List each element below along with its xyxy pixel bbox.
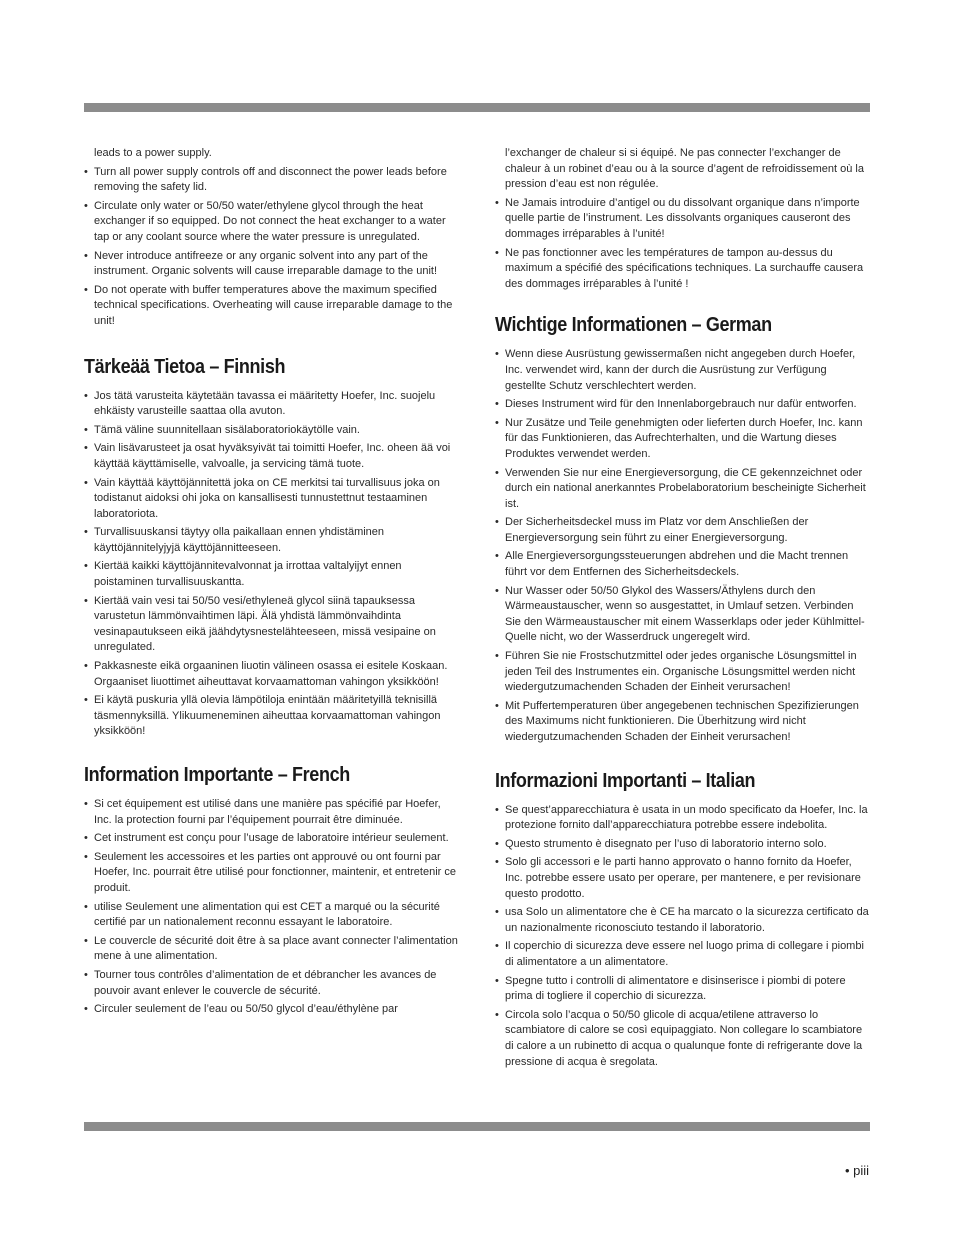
list-item: • Dieses Instrument wird für den Innenlaborgebrauch nur dafür entworfen.: [495, 397, 870, 413]
german-list: [495, 347, 870, 745]
list-item: • Pakkasneste eikä orgaaninen liuotin välineen osassa ei esitele Koskaan. Orgaaniset liuottimet aiheuttavat korvaamattoman vahingon yksikköön!: [84, 659, 459, 690]
list-item: • Si cet équipement est utilisé dans une manière pas spécifié par Hoefer, Inc. la protection fourni par l’équipement pourrait être diminuée.: [84, 797, 459, 828]
list-item: • Turvallisuuskansi täytyy olla paikallaan ennen yhdistäminen käyttöjännitelyjyjä käyttöjännitteeseen.: [84, 525, 459, 556]
list-item: • Der Sicherheitsdeckel muss im Platz vor dem Anschließen der Energieversorgung sein führt zu einer Energieversorgung.: [495, 515, 870, 546]
page-number: • piii: [844, 1163, 869, 1178]
italian-list: [495, 803, 870, 1071]
list-item: • Wenn diese Ausrüstung gewissermaßen nicht angegeben durch Hoefer, Inc. verwendet wird, kann der durch die Ausrüstung zur Verfügung gestellte Schutz verschlechtert werden.: [495, 347, 870, 394]
list-item: • Kiertää vain vesi tai 50/50 vesi/ethyleneä glycol siinä tapauksessa varustetun lämmönvaihtimen läpi. Älä yhdistä lämmönvaihdinta vesinapautukseen eikä jäähdytysnesteläh​teeseen, missä vesipaine on unregulated.: [84, 594, 459, 656]
list-item: • Nur Wasser oder 50/50 Glykol des Wassers/Äthylens durch den Wärmeaustauscher, wenn so ausgestattet, in Umlauf setzen. Verbinden Sie den Wärmeaustauscher mit einem Wasserklaps oder jeder Kühlmittel-Quelle nicht, wo der Wasserdruck ungeregelt wird.: [495, 584, 870, 646]
list-item: leads to a power supply.: [94, 147, 212, 159]
list-item: • Il coperchio di sicurezza deve essere nel luogo prima di collegare i piombi di alimentatore a un alimentatore.: [495, 939, 870, 970]
left-column: [84, 146, 459, 1021]
list-item: • Tourner tous contrôles d’alimentation de et débrancher les avances de pouvoir avant enlever le couvercle de sécurité.: [84, 968, 459, 999]
list-item: • Kiertää kaikki käyttöjännitevalvonnat ja irrottaa valtalyijyt ennen poistaminen turvallisuuskantta.: [84, 559, 459, 590]
french-list: [84, 797, 459, 1018]
french-heading: Information Importante – French: [84, 764, 350, 786]
list-item: • Führen Sie nie Frostschutzmittel oder jedes organische Lösungsmittel in jeden Teil des Instrumentes ein. Organische Lösungsmittel werden nicht wiedergutzumachenden Schaden der Einheit verursachen!: [495, 649, 870, 696]
english-continued-list: [84, 146, 459, 330]
list-item: • Seulement les accessoires et les parties ont approuvé ou ont fourni par Hoefer, Inc. pourrait être utilisé pour fonctionner, maintenir, et entretenir ce produit.: [84, 850, 459, 897]
french-continued-list: [495, 146, 870, 292]
list-item: • Questo strumento è disegnato per l’uso di laboratorio interno solo.: [495, 837, 870, 853]
list-item: • Jos tätä varusteita käytetään tavassa ei määritetty Hoefer, Inc. suojelu ehkäisty varusteille saattaa olla avuton.: [84, 389, 459, 420]
list-item: • Circuler seulement de l’eau ou 50/50 glycol d’eau/éthylène par: [84, 1002, 459, 1018]
bottom-rule: [84, 1122, 870, 1131]
list-item: • Do not operate with buffer temperatures above the maximum specified technical specifications. Overheating will cause irreparable damage to the unit!: [84, 283, 459, 330]
list-item: • Spegne tutto i controlli di alimentatore e disinserisce i piombi di potere prima di togliere il coperchio di sicurezza.: [495, 974, 870, 1005]
list-item: • usa Solo un alimentatore che è CE ha marcato o la sicurezza certificato da un nazionalmente riconosciuto testando il laboratorio.: [495, 905, 870, 936]
list-item: • utilise Seulement une alimentation qui est CET a marqué ou la sécurité certifié par un nationalement reconnu essayant le laboratoire.: [84, 900, 459, 931]
list-item: • Se quest’apparecchiatura è usata in un modo specificato da Hoefer, Inc. la protezione fornito dall’apparecchiatura potrebbe essere indebolita.: [495, 803, 870, 834]
list-item: • Le couvercle de sécurité doit être à sa place avant connecter l’alimentation mene à une alimentation.: [84, 934, 459, 965]
list-item: • Vain käyttää käyttöjännitettä joka on CE merkitsi tai turvallisuus joka on todistanut aidoksi ohi joka on kansallisesti tunnustettnut testaaminen laboratoriota.: [84, 476, 459, 523]
list-item: • Vain lisävarusteet ja osat hyväksyivät tai toimitti Hoefer, Inc. oheen ää voi käyttää käyttämiselle, valvoalle, ja servicing tämä tuote.: [84, 441, 459, 472]
list-item: • Cet instrument est conçu pour l’usage de laboratoire intérieur seulement.: [84, 831, 459, 847]
list-item: • Alle Energieversorgungssteuerungen abdrehen und die Macht trennen führt vor dem Entfernen des Sicherheitsdeckels.: [495, 549, 870, 580]
list-item: • Nur Zusätze und Teile genehmigten oder lieferten durch Hoefer, Inc. kann für das Funktionieren, das Aufrechterhalten, und die Wartung dieses Produktes verwendet werden.: [495, 416, 870, 463]
list-item: • Circulate only water or 50/50 water/ethylene glycol through the heat exchanger if so equipped. Do not connect the heat exchanger to a water tap or any coolant source where the water pressure is unregulated.: [84, 199, 459, 246]
list-item: • Ne pas fonctionner avec les températures de tampon au-dessus du maximum a spécifié des spécifications techniques. La surchauffe causera des dommages irréparables à l’unité !: [495, 246, 870, 293]
top-rule: [84, 103, 870, 112]
list-item: • Tämä väline suunnitellaan sisälaboratoriokäytölle vain.: [84, 423, 459, 439]
right-column: [495, 146, 870, 1073]
italian-heading: Informazioni Importanti – Italian: [495, 769, 756, 792]
list-item: • Ei käytä puskuria yllä olevia lämpötiloja enintään määritetyillä teknisillä täsmennyksillä. Ylikuumeneminen aiheuttaa korvaamattoman vahingon yksikköön!: [84, 693, 459, 740]
list-item: l’exchanger de chaleur si si équipé. Ne pas connecter l’exchanger de chaleur à un robinet d’eau ou à la source d’agent de refroidissement où la pression d’eau est non régulée.: [505, 147, 864, 191]
german-heading: Wichtige Informationen – German: [495, 314, 772, 337]
list-item: • Turn all power supply controls off and disconnect the power leads before removing the safety lid.: [84, 165, 459, 196]
list-item: • Solo gli accessori e le parti hanno approvato o hanno fornito da Hoefer, Inc. potrebbe essere usato per operare, per mantenere, e per revisionare questo prodotto.: [495, 855, 870, 902]
list-item: • Verwenden Sie nur eine Energieversorgung, die CE gekennzeichnet oder durch ein national anerkanntes Probelaboratorium bescheinigte Sicherheit ist.: [495, 466, 870, 513]
list-item: • Ne Jamais introduire d’antigel ou du dissolvant organique dans n’importe quelle partie de l’instrument. Les dissolvants organiques causeront des dommages irréparables à l’unité!: [495, 196, 870, 243]
list-item: • Circola solo l’acqua o 50/50 glicole di acqua/etilene attraverso lo scambiatore di calore se così equipaggiato. Non collegare lo scambiatore di calore a un rubinetto di acqua o qualunque fonte di refrigerante dove la pressione di acqua è sregolata.: [495, 1008, 870, 1070]
finnish-list: [84, 389, 459, 740]
list-item: • Never introduce antifreeze or any organic solvent into any part of the instrument. Organic solvents will cause irreparable damage to the unit!: [84, 249, 459, 280]
finnish-heading: Tärkeää Tietoa – Finnish: [84, 355, 286, 378]
list-item: • Mit Puffertemperaturen über angegebenen technischen Spezifizierungen des Maximums nicht funktionieren. Die Überhitzung wird nicht wiedergutzumachenden Schaden der Einheit verursachen!: [495, 699, 870, 746]
